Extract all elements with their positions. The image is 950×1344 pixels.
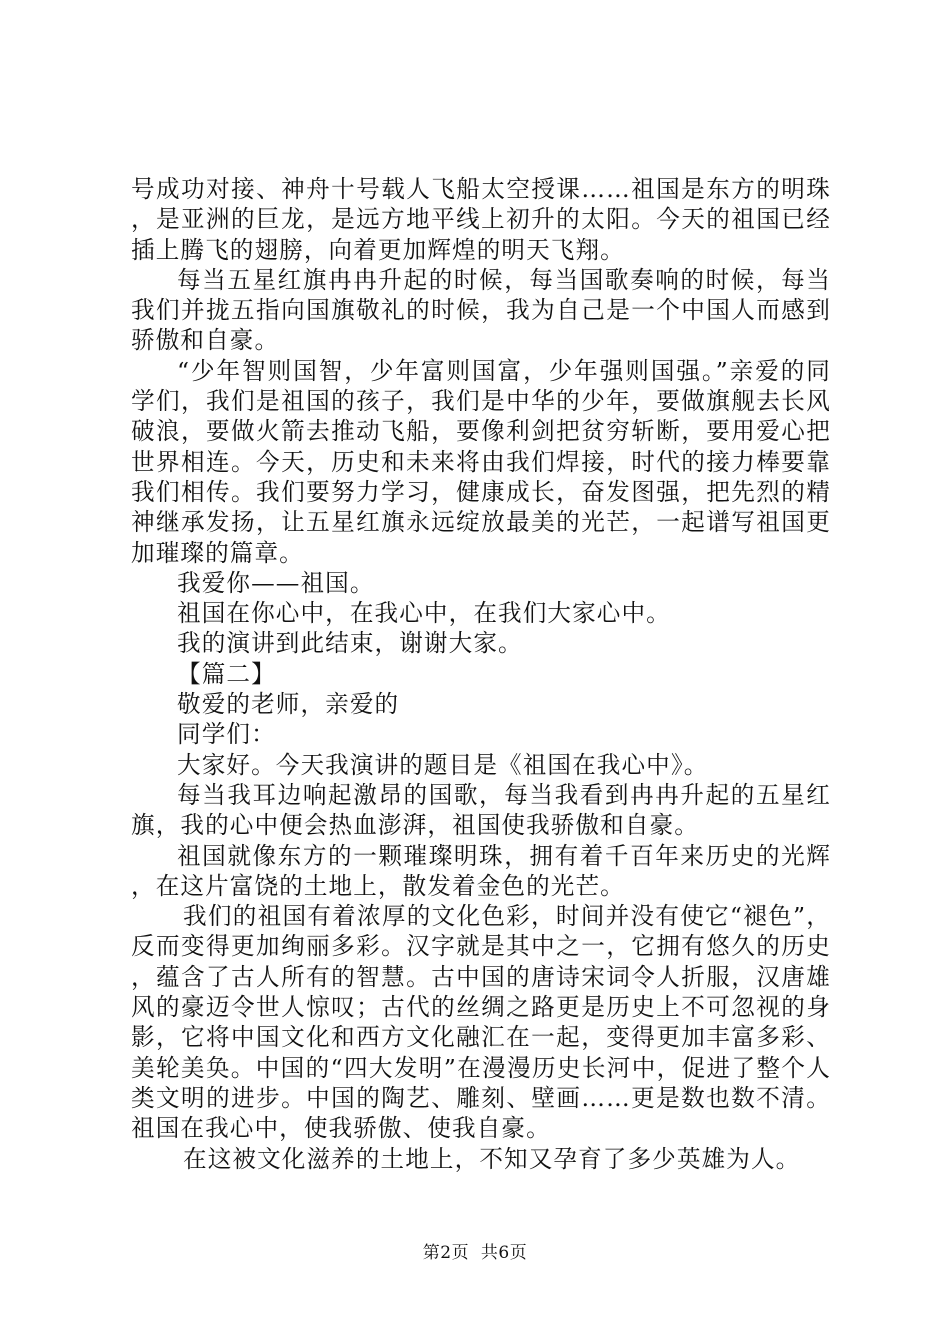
section-heading: 【篇二】 [177,659,276,688]
paragraph: 每当五星红旗冉冉升起的时候，每当国歌奏响的时候，每当我们并拢五指向国旗敬礼的时候，我为自己是一个中国人而感到骄傲和自豪。 [131,265,831,355]
salutation-line: 同学们： [177,720,276,749]
paragraph: 祖国就像东方的一颗璀璨明珠，拥有着千百年来历史的光辉，在这片富饶的土地上，散发着金色的光芒。 [131,841,831,900]
paragraph: 在这被文化滋养的土地上，不知又孕育了多少英雄为人。 [183,1144,801,1173]
paragraph: 我们的祖国有着浓厚的文化色彩，时间并没有使它“褪色”，反而变得更加绚丽多彩。汉字就是其中之一，它拥有悠久的历史，蕴含了古人所有的智慧。古中国的唐诗宋词令人折服，汉唐雄风的豪迈令世人惊叹；古代的丝绸之路更是历史上不可忽视的身影，它将中国文化和西方文化融汇在一起，变得更加丰富多彩、美轮美奂。中国的“四大发明”在漫漫历史长河中，促进了整个人类文明的进步。中国的陶艺、雕刻、壁画……更是数也数不清。祖国在我心中，使我骄傲、使我自豪。 [131,902,831,1143]
paragraph: 每当我耳边响起激昂的国歌，每当我看到冉冉升起的五星红旗，我的心中便会热血澎湃，祖国使我骄傲和自豪。 [131,780,831,840]
salutation-line: 敬爱的老师，亲爱的 [177,690,400,719]
paragraph-continuation: 号成功对接、神舟十号载人飞船太空授课……祖国是东方的明珠，是亚洲的巨龙，是远方地平线上初升的太阳。今天的祖国已经插上腾飞的翅膀，向着更加辉煌的明天飞翔。 [131,175,831,264]
paragraph-quote: “少年智则国智，少年富则国富，少年强则国强。”亲爱的同学们，我们是祖国的孩子，我们是中华的少年，要做旗舰去长风破浪，要做火箭去推动飞船，要像利剑把贫穷斩断，要用爱心把世界相连。今天，历史和未来将由我们焊接，时代的接力棒要靠我们相传。我们要努力学习，健康成长，奋发图强，把先烈的精神继承发扬，让五星红旗永远绽放最美的光芒，一起谱写祖国更加璀璨的篇章。 [131,356,831,567]
paragraph: 我爱你——祖国。 [177,568,375,597]
page-footer [0,1238,950,1263]
paragraph: 大家好。今天我演讲的题目是《祖国在我心中》。 [177,750,709,779]
paragraph: 祖国在你心中，在我心中，在我们大家心中。 [177,599,671,628]
paragraph: 我的演讲到此结束，谢谢大家。 [177,629,523,658]
document-body [131,174,831,1174]
page-number-label: 第2页 共6页 [422,1243,528,1263]
